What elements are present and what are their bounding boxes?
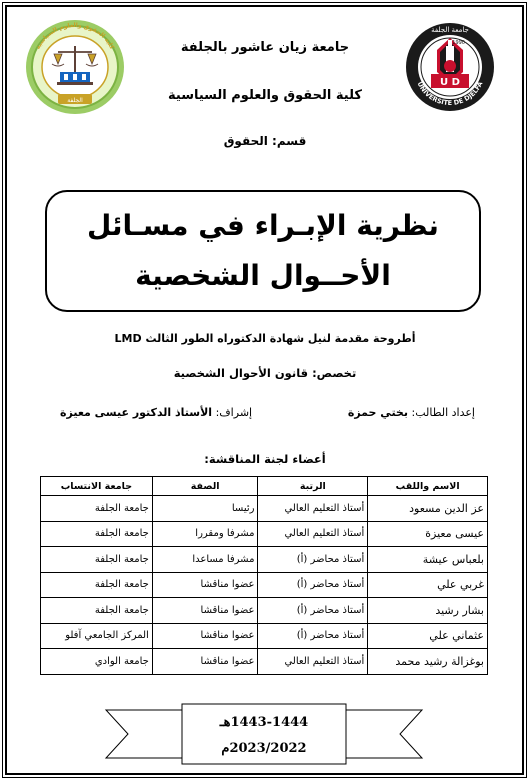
member-name: بشار رشيد [368, 598, 488, 624]
header-role: الصفة [152, 477, 258, 496]
member-university: جامعة الجلفة [41, 521, 153, 547]
member-role: عضوا مناقشا [152, 623, 258, 649]
member-rank: أستاذ التعليم العالي [258, 521, 368, 547]
supervisor-label: إشراف: [215, 406, 253, 419]
specialization: تخصص: قانون الأحوال الشخصية [173, 366, 357, 380]
gregorian-year: 2023/2022م [221, 741, 307, 756]
member-name: عيسى معيزة [368, 521, 488, 547]
member-rank: أستاذ التعليم العالي [258, 649, 368, 675]
academic-year-ribbon [104, 702, 424, 766]
committee-table [40, 476, 488, 675]
faculty-name: كلية الحقوق والعلوم السياسية [168, 88, 362, 103]
member-rank: أستاذ محاضر (أ) [258, 623, 368, 649]
member-name: عز الدين مسعود [368, 496, 488, 522]
university-seal-icon [405, 22, 495, 112]
hijri-year: 1443-1444هـ [219, 715, 309, 730]
prepared-by [348, 406, 475, 419]
header-university: جامعة الانتساب [41, 477, 153, 496]
member-university: جامعة الجلفة [41, 572, 153, 598]
supervisor [60, 406, 252, 419]
faculty-seal-icon [24, 18, 126, 116]
member-role: عضوا مناقشا [152, 649, 258, 675]
committee-title: أعضاء لجنة المناقشة: [204, 452, 326, 466]
table-row [41, 572, 488, 598]
member-role: عضوا مناقشا [152, 572, 258, 598]
thesis-title-box [45, 190, 481, 312]
table-row [41, 496, 488, 522]
thesis-degree-line: أطروحة مقدمة لنيل شهادة الدكتوراه الطور الثالث LMD [114, 332, 416, 345]
member-university: جامعة الجلفة [41, 547, 153, 573]
supervisor-name: الأستاذ الدكتور عيسى معيزة [60, 406, 213, 419]
member-name: غربي علي [368, 572, 488, 598]
seal-ring-text: UNIVERSITE DE DJELFA [415, 80, 485, 108]
seal-letters: U D [440, 77, 460, 88]
member-role: مشرفا مساعدا [152, 547, 258, 573]
prepared-by-label: إعداد الطالب: [411, 406, 475, 419]
thesis-title: نظرية الإبـراء في مسـائل الأحــوال الشخصية [87, 208, 439, 292]
table-row [41, 598, 488, 624]
seal-year: 1990 [452, 40, 465, 46]
header-name: الاسم واللقب [368, 477, 488, 496]
member-role: مشرفا ومقررا [152, 521, 258, 547]
student-name: بختي حمزة [347, 406, 408, 419]
member-rank: أستاذ التعليم العالي [258, 496, 368, 522]
member-name: بلعباس عيشة [368, 547, 488, 573]
svg-text:كلية الحقوق والعلوم السياسية: كلية الحقوق والعلوم السياسية [34, 21, 116, 51]
table-row [41, 547, 488, 573]
member-university: جامعة الوادي [41, 649, 153, 675]
member-university: المركز الجامعي آفلو [41, 623, 153, 649]
table-row [41, 521, 488, 547]
seal-top-text: جامعة الجلفة [431, 26, 469, 34]
department-name: قسم: الحقوق [223, 134, 307, 148]
table-header-row [41, 477, 488, 496]
member-rank: أستاذ محاضر (أ) [258, 598, 368, 624]
member-role: عضوا مناقشا [152, 598, 258, 624]
table-row [41, 623, 488, 649]
member-university: جامعة الجلفة [41, 598, 153, 624]
member-rank: أستاذ محاضر (أ) [258, 547, 368, 573]
member-name: بوغزالة رشيد محمد [368, 649, 488, 675]
member-role: رئيسا [152, 496, 258, 522]
member-university: جامعة الجلفة [41, 496, 153, 522]
header-rank: الرتبة [258, 477, 368, 496]
member-rank: أستاذ محاضر (أ) [258, 572, 368, 598]
university-name: جامعة زيان عاشور بالجلفة [180, 40, 350, 55]
member-name: عثماني علي [368, 623, 488, 649]
svg-text:الجلفة: الجلفة [67, 97, 83, 104]
table-row [41, 649, 488, 675]
